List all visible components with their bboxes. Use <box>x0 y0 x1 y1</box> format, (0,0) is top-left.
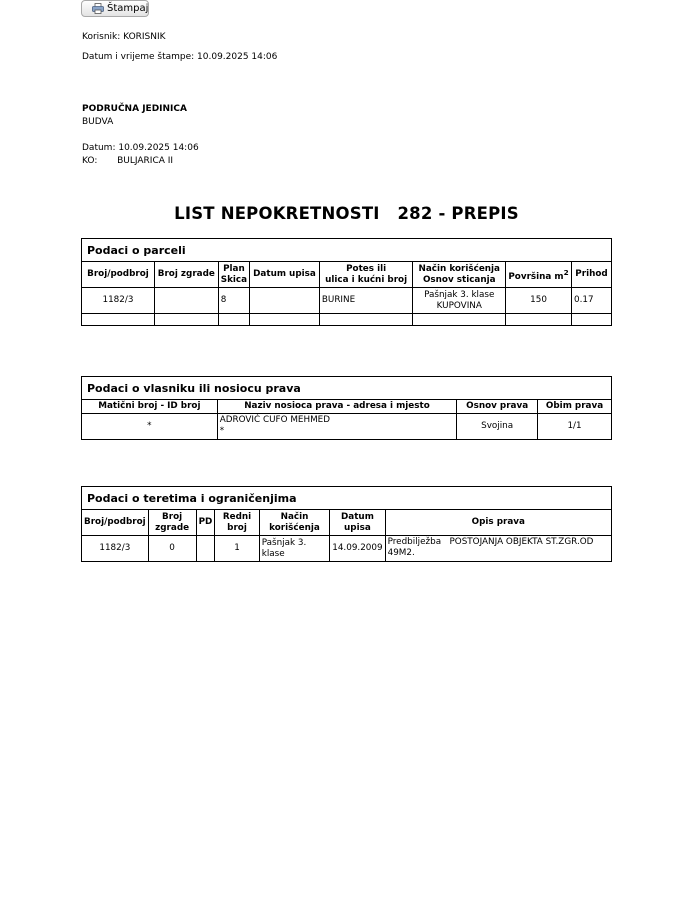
col-broj: Broj/podbroj <box>82 262 155 288</box>
owner-table <box>81 376 612 440</box>
empty-row <box>82 314 612 326</box>
table-row: * ADROVIĆ CUFO MEHMED * Svojina 1/1 <box>82 414 612 440</box>
col-nacin: Način korišćenja <box>259 510 330 536</box>
datum-line: Datum: 10.09.2025 14:06 <box>82 143 199 153</box>
col-osnov: Osnov prava <box>457 400 538 414</box>
col-povrsina: Površina $m^2$ <box>506 262 572 288</box>
printer-icon <box>92 3 104 14</box>
owner-section-title: Podaci o vlasniku ili nosiocu prava <box>82 377 612 400</box>
col-naziv: Naziv nosioca prava - adresa i mjesto <box>217 400 456 414</box>
parcel-section-title: Podaci o parceli <box>82 239 612 262</box>
col-potes: Potes ili ulica i kućni broj <box>319 262 413 288</box>
burden-table <box>81 486 612 562</box>
print-button[interactable] <box>81 0 149 17</box>
ko-line <box>82 156 173 166</box>
col-datum: Datum upisa <box>250 262 320 288</box>
col-datum: Datum upisa <box>330 510 385 536</box>
col-prihod: Prihod <box>571 262 611 288</box>
unit-heading: PODRUČNA JEDINICA <box>82 104 187 114</box>
burden-section-title: Podaci o teretima i ograničenjima <box>82 487 612 510</box>
col-plan: Plan Skica <box>218 262 249 288</box>
ko-label: KO: <box>82 156 98 166</box>
parcel-table <box>81 238 612 326</box>
col-maticni: Matični broj - ID broj <box>82 400 218 414</box>
col-redni: Redni broj <box>215 510 259 536</box>
table-row: 1182/3 8 BURINE Pašnjak 3. klase KUPOVINA 150 0.17 <box>82 288 612 314</box>
col-opis: Opis prava <box>385 510 611 536</box>
col-obim: Obim prava <box>538 400 612 414</box>
ko-value: BULJARICA II <box>117 156 174 166</box>
col-zgrada: Broj zgrade <box>154 262 218 288</box>
user-line: Korisnik: KORISNIK <box>82 32 166 42</box>
col-nacin: Način korišćenja Osnov sticanja <box>413 262 506 288</box>
col-pd: PD <box>196 510 215 536</box>
print-date-line: Datum i vrijeme štampe: 10.09.2025 14:06 <box>82 52 278 62</box>
table-row: 1182/3 0 1 Pašnjak 3. klase 14.09.2009 Predbilježba POSTOJANJA OBJEKTA ST.ZGR.OD 49M2. <box>82 536 612 562</box>
page-title: LIST NEPOKRETNOSTI 282 - PREPIS <box>174 204 519 223</box>
col-broj: Broj/podbroj <box>82 510 149 536</box>
col-zgrada: Broj zgrade <box>148 510 196 536</box>
print-button-label: Štampaj <box>107 3 149 14</box>
unit-name: BUDVA <box>82 117 114 127</box>
